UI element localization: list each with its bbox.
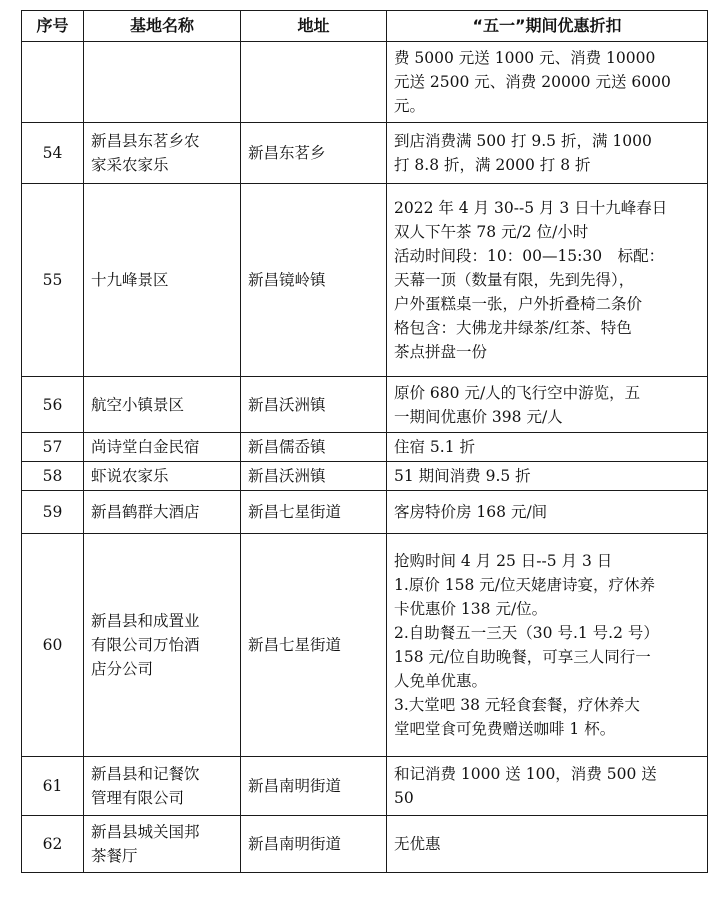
cell-name [84,757,241,816]
cell-discount [387,491,708,534]
name-line: 新昌县东茗乡农 [91,132,200,150]
cell-no [22,42,84,123]
cell-name [84,184,241,377]
discount-line: 51 期间消费 9.5 折 [394,467,531,485]
header-address: 地址 [241,11,387,42]
cell-no: 57 [22,433,84,462]
cell-no: 62 [22,816,84,873]
cell-discount [387,816,708,873]
cell-no: 56 [22,377,84,433]
name-line: 家采农家乐 [91,156,169,174]
table-row [22,42,708,123]
discount-line: 1.原价 158 元/位天姥唐诗宴，疗休养 [394,576,655,594]
cell-address: 新昌七星街道 [241,491,387,534]
discount-line: 2.自助餐五一三天（30 号.1 号.2 号） [394,624,659,642]
header-name: 基地名称 [84,11,241,42]
cell-name [84,42,241,123]
table-row [22,377,708,433]
discount-line: 活动时间段：10：00—15:30 标配： [394,247,665,265]
header-discount: “五一”期间优惠折扣 [387,11,708,42]
table-row [22,462,708,491]
cell-discount [387,757,708,816]
discount-line: 茶点拼盘一份 [394,343,488,361]
cell-no: 59 [22,491,84,534]
discount-line: 3.大堂吧 38 元轻食套餐，疗休养大 [394,696,640,714]
name-line: 十九峰景区 [91,271,169,289]
discount-line: 卡优惠价 138 元/位。 [394,600,548,618]
discount-line: 费 5000 元送 1000 元、消费 10000 [394,49,656,67]
name-line: 新昌县和成置业 [91,612,200,630]
table-row [22,491,708,534]
cell-no: 58 [22,462,84,491]
discount-line: 户外蛋糕桌一张，户外折叠椅二条价 [394,295,643,313]
discount-line: 天幕一顶（数量有限，先到先得）， [394,271,635,289]
cell-address [241,42,387,123]
cell-address: 新昌南明街道 [241,816,387,873]
cell-name [84,377,241,433]
discount-line: 一期间优惠价 398 元/人 [394,407,563,426]
discount-line: 双人下午茶 78 元/2 位/小时 [394,223,589,241]
discount-line: 2022 年 4 月 30--5 月 3 日十九峰春日 [394,199,668,217]
header-row [22,11,708,42]
discount-line: 堂吧堂食可免费赠送咖啡 1 杯。 [394,720,616,738]
table-row [22,534,708,757]
name-line: 管理有限公司 [91,789,185,807]
name-line: 新昌鹤群大酒店 [91,503,200,521]
cell-address: 新昌沃洲镇 [241,462,387,491]
cell-address: 新昌东茗乡 [241,123,387,184]
name-line: 虾说农家乐 [91,467,169,485]
discount-line: 人免单优惠。 [394,672,488,690]
table-row [22,757,708,816]
discount-line: 无优惠 [394,835,441,853]
name-line: 茶餐厅 [91,847,138,865]
discount-line: 元送 2500 元、消费 20000 元送 6000 [394,73,671,91]
table-row [22,184,708,377]
cell-address: 新昌南明街道 [241,757,387,816]
discount-line: 元。 [394,97,426,115]
discount-line: 住宿 5.1 折 [394,438,476,456]
cell-name [84,534,241,757]
discount-line: 到店消费满 500 打 9.5 折，满 1000 [394,132,652,150]
cell-name [84,491,241,534]
cell-discount [387,377,708,433]
discount-line: 打 8.8 折，满 2000 打 8 折 [394,156,591,174]
name-line: 店分公司 [91,660,154,678]
name-line: 新昌县和记餐饮 [91,765,200,783]
discount-line: 格包含：大佛龙井绿茶/红茶、特色 [394,319,632,337]
cell-address: 新昌沃洲镇 [241,377,387,433]
discount-line: 客房特价房 168 元/间 [394,503,548,521]
table-row [22,433,708,462]
cell-discount [387,433,708,462]
discount-line: 抢购时间 4 月 25 日--5 月 3 日 [394,552,613,570]
header-no: 序号 [22,11,84,42]
name-line: 有限公司万怡酒 [91,636,200,654]
table-row [22,123,708,184]
cell-discount [387,184,708,377]
cell-name [84,462,241,491]
name-line: 尚诗堂白金民宿 [91,438,200,456]
cell-no: 60 [22,534,84,757]
discount-line: 50 [394,789,414,807]
table-body [22,42,708,873]
cell-discount [387,42,708,123]
cell-name [84,433,241,462]
promotion-table [21,10,708,873]
cell-discount [387,462,708,491]
cell-address: 新昌七星街道 [241,534,387,757]
discount-line: 原价 680 元/人的飞行空中游览，五 [394,383,641,402]
cell-no: 54 [22,123,84,184]
name-line: 航空小镇景区 [91,395,185,414]
table-row [22,816,708,873]
cell-discount [387,123,708,184]
discount-line: 158 元/位自助晚餐，可享三人同行一 [394,648,651,666]
cell-address: 新昌镜岭镇 [241,184,387,377]
discount-line: 和记消费 1000 送 100，消费 500 送 [394,765,657,783]
cell-name [84,123,241,184]
name-line: 新昌县城关国邦 [91,823,200,841]
cell-no: 61 [22,757,84,816]
cell-address: 新昌儒岙镇 [241,433,387,462]
cell-discount [387,534,708,757]
cell-name [84,816,241,873]
cell-no: 55 [22,184,84,377]
